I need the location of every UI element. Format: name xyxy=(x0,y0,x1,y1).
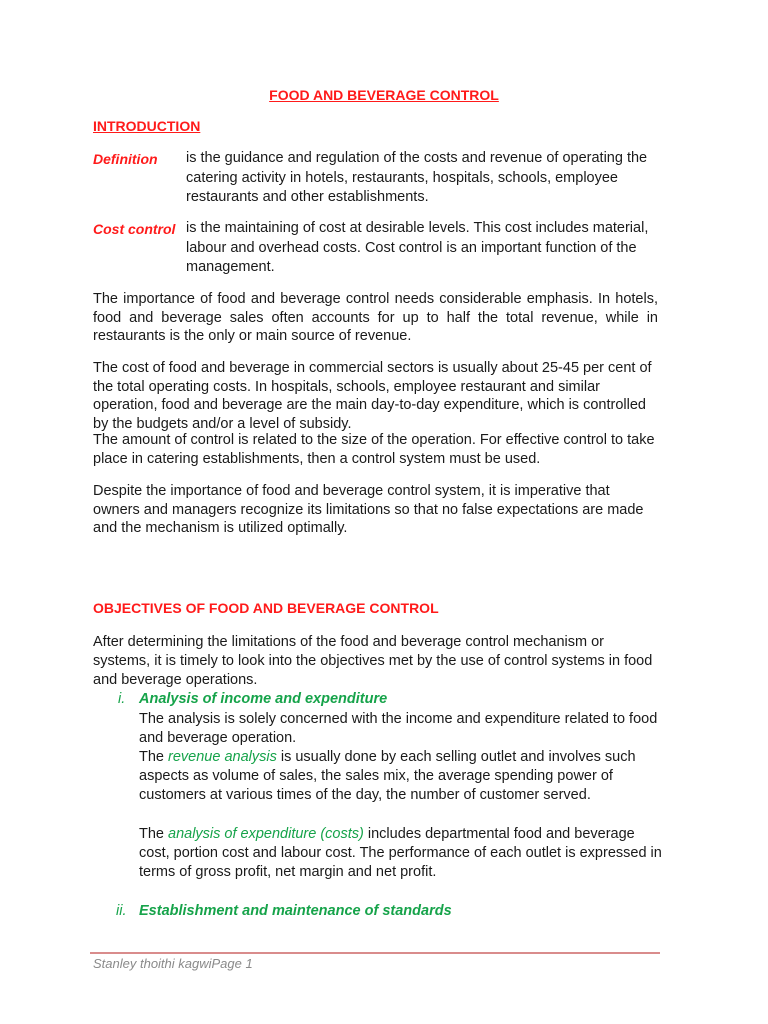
definition-body: is the guidance and regulation of the costs and revenue of operating the catering activity in hotels, restaurants, hospitals, schools, employee restaurants and other establishments. xyxy=(186,150,648,205)
importance-paragraph: The importance of food and beverage control needs considerable emphasis. In hotels, food and beverage sales often accounts for up to half the total revenue, while in restaurants is the only or main source of revenue. xyxy=(93,291,658,345)
cost-control-term: Cost control xyxy=(93,221,176,237)
revenue-text-post: is usually done by each selling outlet and involves such aspects as volume of sales, the sales mix, the average spending power of customers at various times of the day, the number of customer served. xyxy=(139,749,636,804)
introduction-heading: INTRODUCTION xyxy=(93,118,201,134)
objective-heading: Establishment and maintenance of standards xyxy=(139,903,452,919)
control-size-paragraph: The amount of control is related to the size of the operation. For effective control to take place in catering establishments, then a control system must be used. xyxy=(93,432,655,467)
objective-heading: Analysis of income and expenditure xyxy=(139,691,388,707)
expenditure-text-pre: The xyxy=(139,826,169,842)
definition-term: Definition xyxy=(93,151,158,167)
despite-paragraph: Despite the importance of food and beverage control system, it is imperative that owners and managers recognize its limitations so that no false expectations are made and the mechanism is utilized optimally. xyxy=(93,483,644,537)
page-footer: Stanley thoithi kagwiPage 1 xyxy=(93,956,253,971)
cost-control-body: is the maintaining of cost at desirable levels. This cost includes material, labour and overhead costs. Cost control is an important function of the management. xyxy=(186,220,649,275)
revenue-analysis-text xyxy=(139,748,664,806)
objective-analysis-text: The analysis is solely concerned with the income and expenditure related to food and beverage operation. xyxy=(139,711,658,747)
expenditure-analysis-text xyxy=(139,825,664,883)
revenue-analysis-term: revenue analysis xyxy=(168,749,277,765)
expenditure-analysis-term: analysis of expenditure (costs) xyxy=(168,826,364,842)
revenue-text-pre: The xyxy=(139,749,169,765)
footer-rule xyxy=(90,952,660,954)
cost-paragraph: The cost of food and beverage in commercial sectors is usually about 25-45 per cent of the total operating costs. In hospitals, schools, employee restaurant and similar operation, food and beverage are the main day-to-day expenditure, which is controlled by the budgets and/or a level of subsidy. xyxy=(93,360,652,432)
objective-number: i. xyxy=(118,691,126,707)
expenditure-text-post: includes departmental food and beverage cost, portion cost and labour cost. The performance of each outlet is expressed in terms of gross profit, net margin and net profit. xyxy=(139,826,662,881)
objectives-heading: OBJECTIVES OF FOOD AND BEVERAGE CONTROL xyxy=(93,600,439,616)
objectives-intro: After determining the limitations of the food and beverage control mechanism or systems, it is timely to look into the objectives met by the use of control systems in food and beverage operations. xyxy=(93,634,653,689)
document-title: FOOD AND BEVERAGE CONTROL xyxy=(269,87,499,103)
objective-number: ii. xyxy=(116,903,127,919)
